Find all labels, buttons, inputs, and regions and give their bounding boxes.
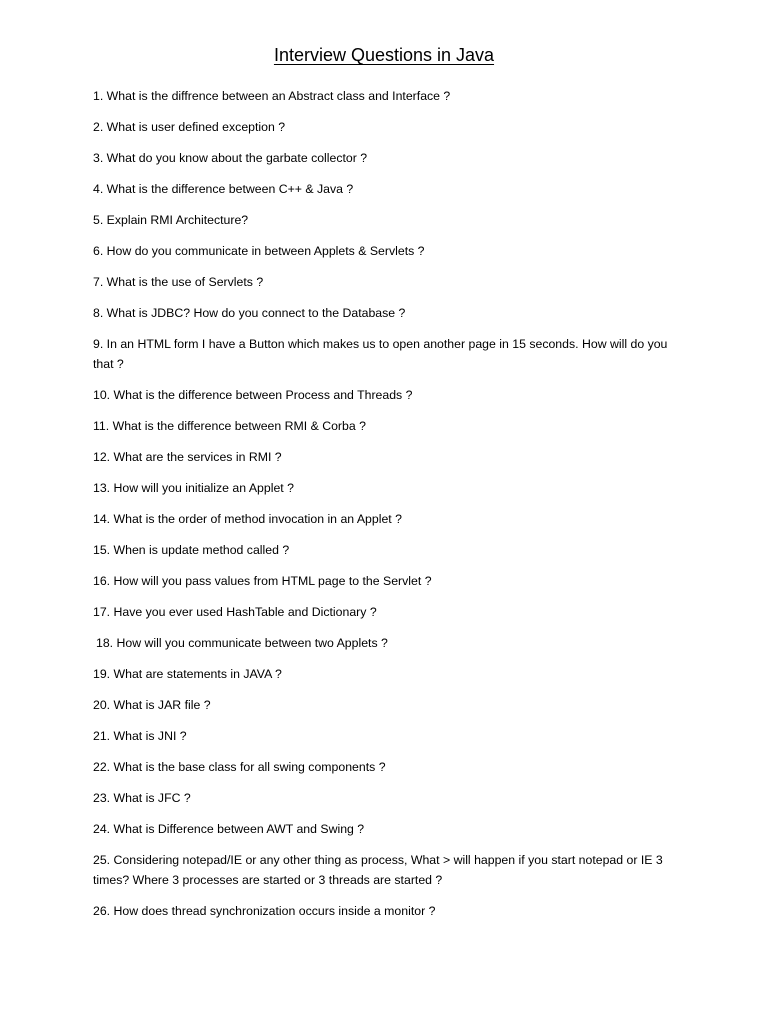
question-item: 14. What is the order of method invocation in an Applet ?	[93, 512, 402, 526]
question-item: 21. What is JNI ?	[93, 729, 187, 743]
question-item: 26. How does thread synchronization occurs inside a monitor ?	[93, 904, 436, 918]
question-item: 7. What is the use of Servlets ?	[93, 275, 264, 289]
question-item: 8. What is JDBC? How do you connect to the Database ?	[93, 306, 406, 320]
question-item: 10. What is the difference between Process and Threads ?	[93, 388, 413, 402]
question-item: 24. What is Difference between AWT and Swing ?	[93, 822, 365, 836]
question-item: 18. How will you communicate between two Applets ?	[96, 636, 388, 650]
question-item: 5. Explain RMI Architecture?	[93, 213, 249, 227]
question-item: 16. How will you pass values from HTML page to the Servlet ?	[93, 574, 432, 588]
question-item: 23. What is JFC ?	[93, 791, 191, 805]
question-item: 19. What are statements in JAVA ?	[93, 667, 282, 681]
question-item: 6. How do you communicate in between Applets & Servlets ?	[93, 244, 425, 258]
question-item: 3. What do you know about the garbate collector ?	[93, 151, 368, 165]
question-item: 25. Considering notepad/IE or any other thing as process, What > will happen if you start notepad or IE 3 times? Where 3 processes are started or 3 threads are started ?	[93, 853, 663, 887]
question-item: 22. What is the base class for all swing components ?	[93, 760, 386, 774]
question-item: 12. What are the services in RMI ?	[93, 450, 282, 464]
question-item: 13. How will you initialize an Applet ?	[93, 481, 294, 495]
question-item: 15. When is update method called ?	[93, 543, 290, 557]
question-list	[93, 86, 683, 932]
question-item: 11. What is the difference between RMI & Corba ?	[93, 419, 366, 433]
question-item: 20. What is JAR file ?	[93, 698, 211, 712]
question-item: 2. What is user defined exception ?	[93, 120, 286, 134]
question-item: 17. Have you ever used HashTable and Dictionary ?	[93, 605, 377, 619]
question-item: 1. What is the diffrence between an Abstract class and Interface ?	[93, 89, 451, 103]
page-title: Interview Questions in Java	[273, 45, 495, 65]
question-item: 9. In an HTML form I have a Button which makes us to open another page in 15 seconds. How will do you that ?	[93, 337, 668, 371]
question-item: 4. What is the difference between C++ & Java ?	[93, 182, 354, 196]
